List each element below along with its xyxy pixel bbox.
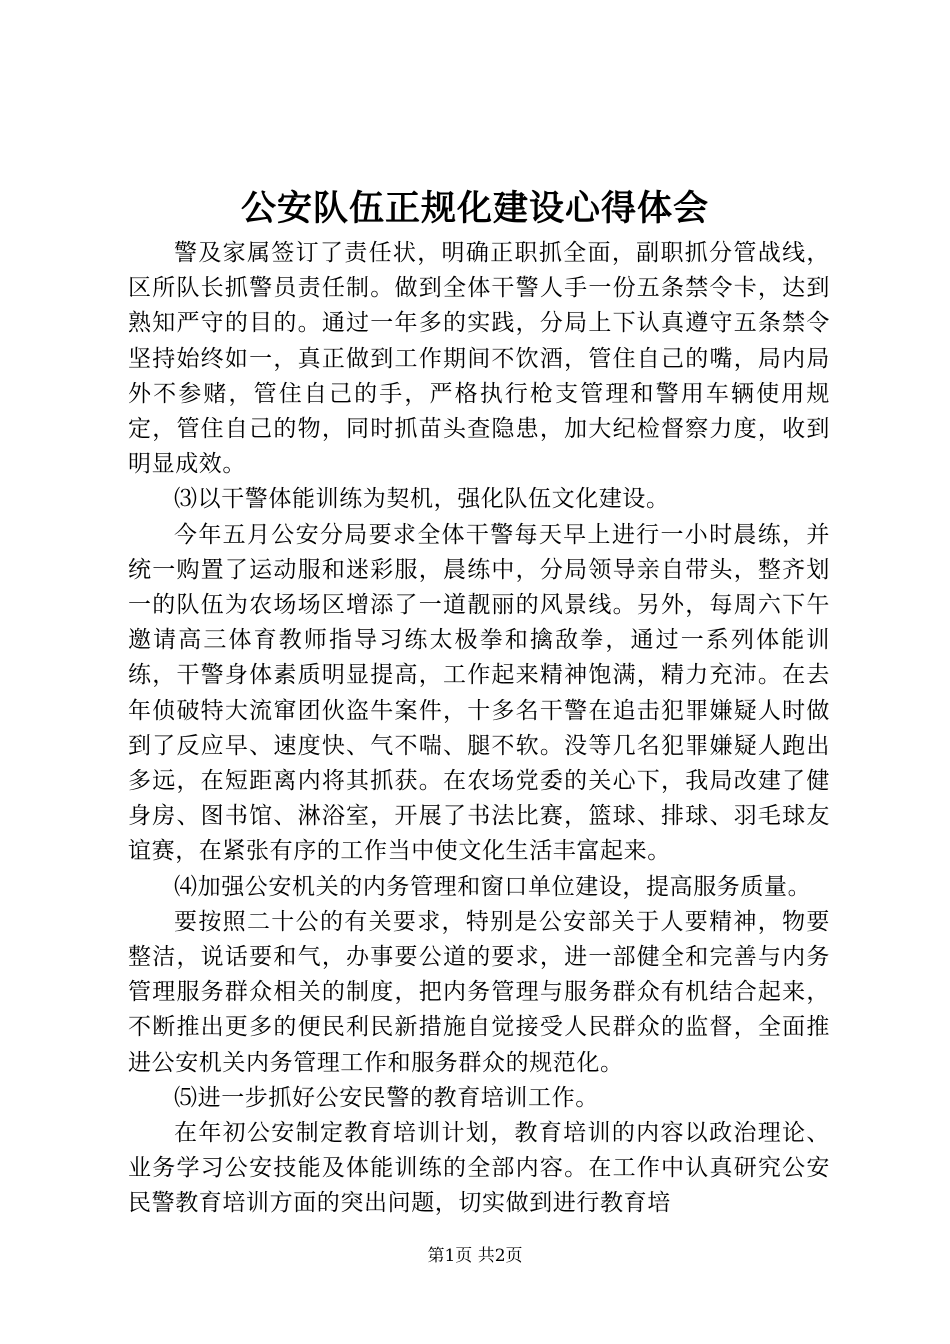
paragraph: 警及家属签订了责任状，明确正职抓全面，副职抓分管战线，区所队长抓警员责任制。做到全体干警人手一份五条禁令卡，达到熟知严守的目的。通过一年多的实践，分局上下认真遵守五条禁令坚持始终如一，真正做到工作期间不饮酒，管住自己的嘴，局内局外不参赌，管住自己的手，严格执行枪支管理和警用车辆使用规定，管住自己的物，同时抓苗头查隐患，加大纪检督察力度，收到明显成效。	[128, 240, 830, 478]
paragraph: 在年初公安制定教育培训计划，教育培训的内容以政治理论、业务学习公安技能及体能训练的全部内容。在工作中认真研究公安民警教育培训方面的突出问题，切实做到进行教育培	[128, 1120, 830, 1217]
document-title: 公安队伍正规化建设心得体会	[240, 188, 709, 229]
paragraph-heading: ⑸进一步抓好公安民警的教育培训工作。	[174, 1084, 599, 1111]
paragraph: 要按照二十公的有关要求，特别是公安部关于人要精神，物要整洁，说话要和气，办事要公道的要求，进一部健全和完善与内务管理服务群众相关的制度，把内务管理与服务群众有机结合起来，不断推出更多的便民利民新措施自觉接受人民群众的监督，全面推进公安机关内务管理工作和服务群众的规范化。	[128, 908, 830, 1076]
page-footer: 第1页 共2页	[427, 1246, 523, 1266]
document-body	[128, 236, 830, 1222]
paragraph-heading: ⑷加强公安机关的内务管理和窗口单位建设，提高服务质量。	[174, 873, 812, 900]
paragraph-heading: ⑶以干警体能训练为契机，强化队伍文化建设。	[174, 486, 670, 513]
paragraph: 今年五月公安分局要求全体干警每天早上进行一小时晨练，并统一购置了运动服和迷彩服，晨练中，分局领导亲自带头，整齐划一的队伍为农场场区增添了一道靓丽的风景线。另外，每周六下午邀请高三体育教师指导习练太极拳和擒敌拳，通过一系列体能训练，干警身体素质明显提高，工作起来精神饱满，精力充沛。在去年侦破特大流窜团伙盗牛案件，十多名干警在追击犯罪嫌疑人时做到了反应早、速度快、气不喘、腿不软。没等几名犯罪嫌疑人跑出多远，在短距离内将其抓获。在农场党委的关心下，我局改建了健身房、图书馆、淋浴室，开展了书法比赛，篮球、排球、羽毛球友谊赛，在紧张有序的工作当中使文化生活丰富起来。	[128, 521, 830, 865]
